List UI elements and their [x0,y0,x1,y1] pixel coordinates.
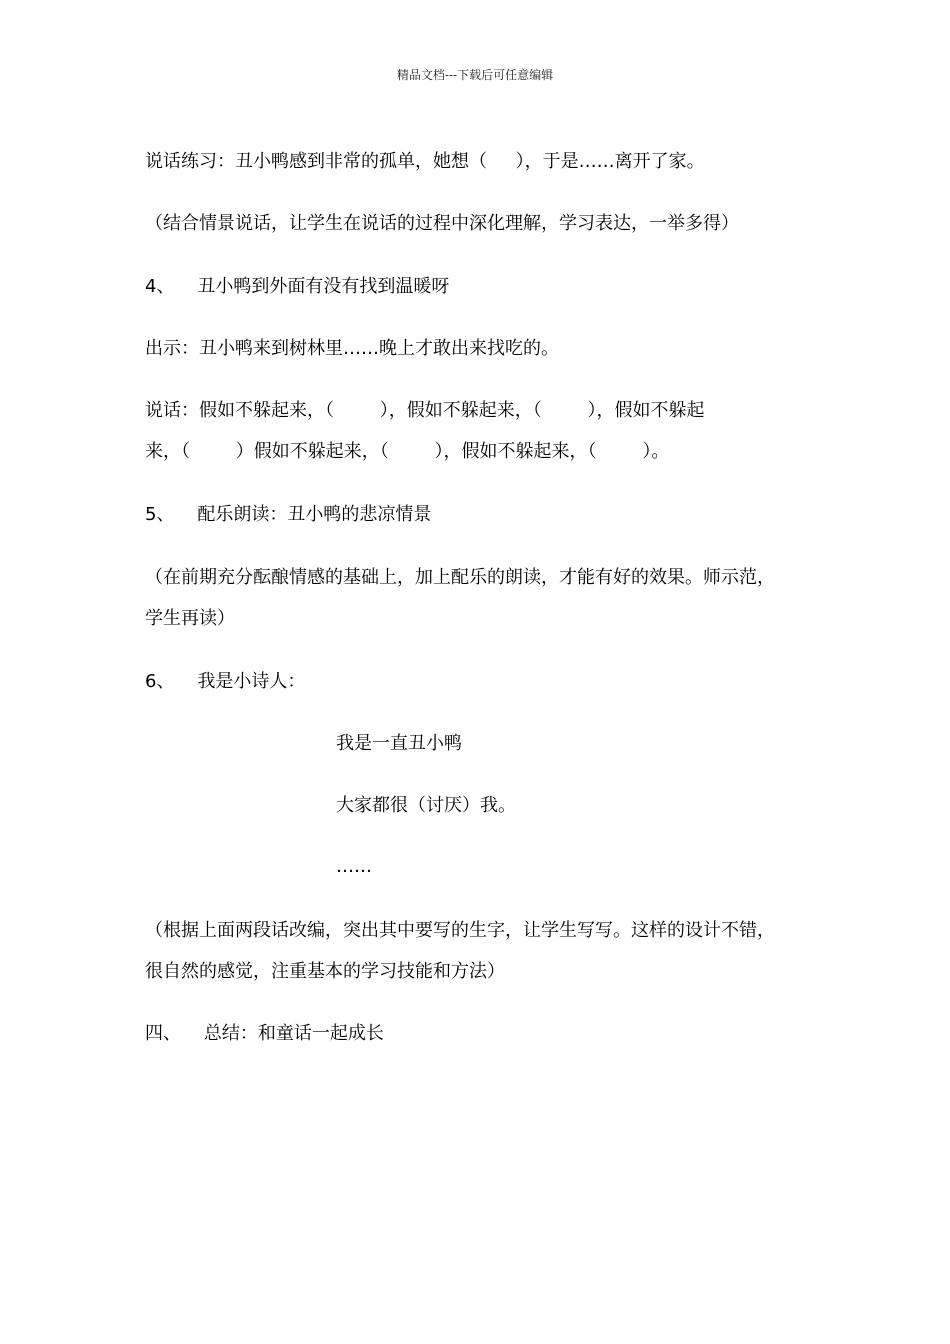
note-adaptation-2: 很自然的感觉，注重基本的学习技能和方法） [145,961,505,982]
step-6-heading: 6、 我是小诗人： [145,671,306,692]
step-5-heading: 5、 配乐朗读：丑小鸭的悲凉情景 [145,504,432,525]
note-music-reading-2: 学生再读） [145,608,235,629]
section-4-summary-heading: 四、 总结：和童话一起成长 [145,1023,384,1044]
page-header: 精品文档---下载后可任意编辑 [396,68,554,82]
speaking-if-line-1: 说话：假如不躲起来，（ ），假如不躲起来，（ ），假如不躲起 [145,400,705,421]
note-music-reading-1: （在前期充分酝酿情感的基础上，加上配乐的朗读，才能有好的效果。师示范， [145,567,775,588]
note-situational-speaking: （结合情景说话，让学生在说话的过程中深化理解，学习表达，一举多得） [145,213,739,234]
display-forest-line: 出示：丑小鸭来到树林里……晚上才敢出来找吃的。 [145,338,559,359]
poem-ellipsis: …… [336,856,372,877]
note-adaptation-1: （根据上面两段话改编，突出其中要写的生字，让学生写写。这样的设计不错， [145,920,775,941]
speaking-if-line-2: 来，（ ）假如不躲起来，（ ），假如不躲起来，（ ）。 [145,441,670,462]
poem-line-1: 我是一直丑小鸭 [336,733,462,754]
step-4-heading: 4、 丑小鸭到外面有没有找到温暖呀 [145,276,450,297]
poem-line-2: 大家都很（讨厌）我。 [336,795,516,816]
speaking-practice-line: 说话练习：丑小鸭感到非常的孤单，她想（ ），于是……离开了家。 [145,151,705,172]
